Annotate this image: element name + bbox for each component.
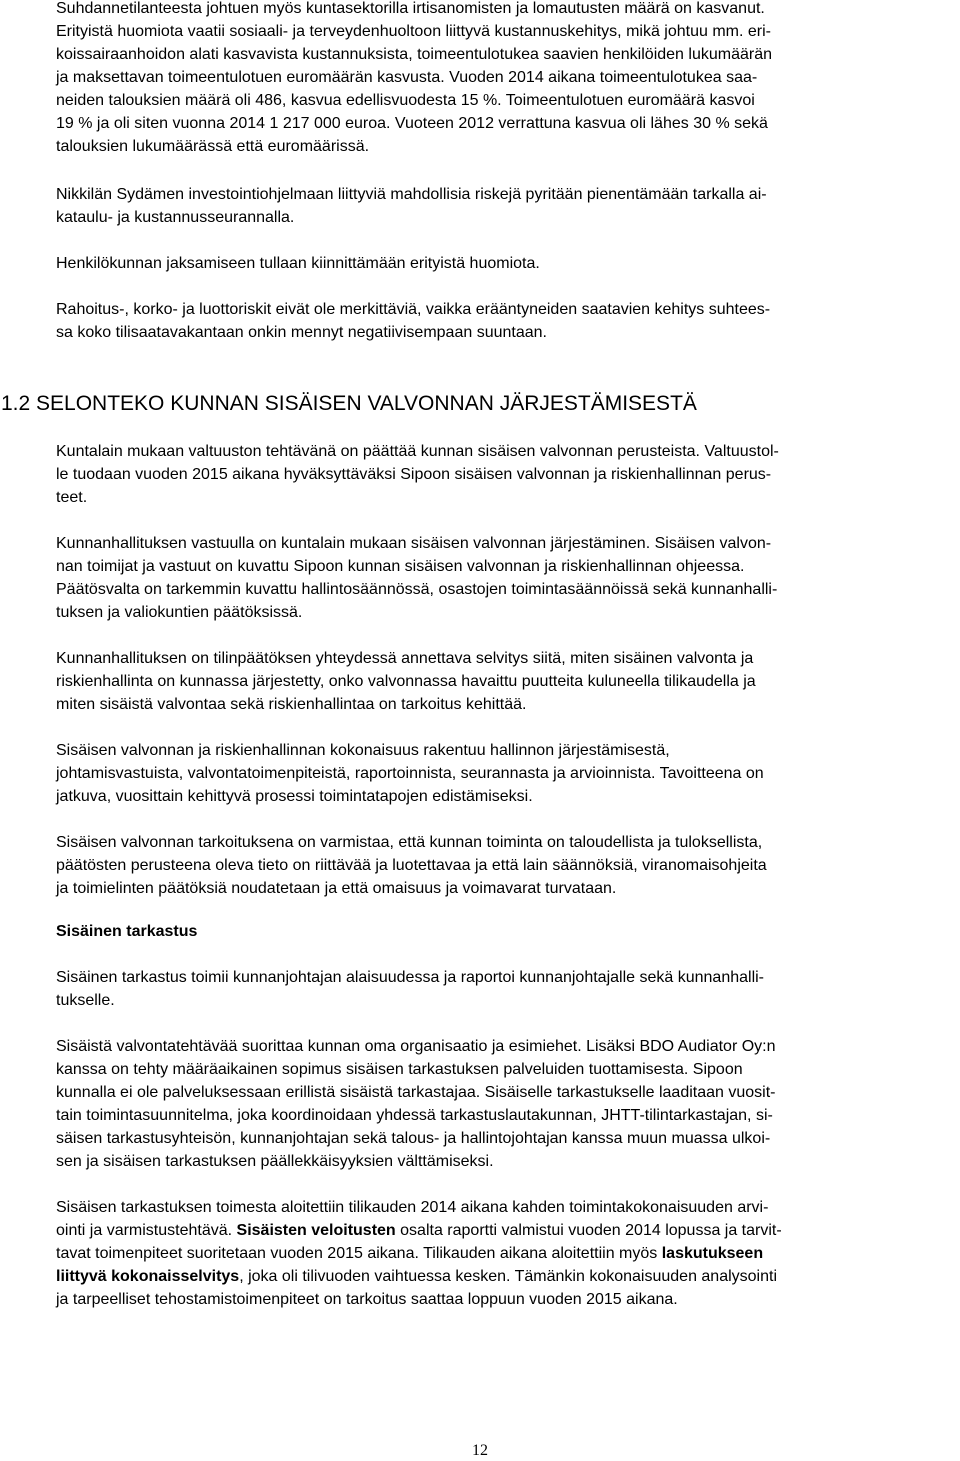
text-line: Henkilökunnan jaksamiseen tullaan kiinnittämään erityistä huomiota. [56, 255, 540, 272]
paragraph-staff [56, 252, 540, 275]
text-line: 19 % ja oli siten vuonna 2014 1 217 000 euroa. Vuoteen 2012 verrattuna kasvua oli lähes 30 % sekä [56, 115, 768, 132]
text-line: säisen tarkastusyhteisön, kunnanjohtajan sekä talous- ja hallintojohtajan kanssa muun muassa ulkoi- [56, 1130, 771, 1147]
text-line: sa koko tilisaatavakantaan onkin mennyt negatiivisempaan suuntaan. [56, 324, 547, 341]
paragraph-investment-risks [56, 183, 767, 229]
text-run: osalta raportti valmistui vuoden 2014 lopussa ja tarvit- [395, 1222, 782, 1239]
text-line: kataulu- ja kustannusseurannalla. [56, 209, 295, 226]
text-line: neiden talouksien määrä oli 486, kasvua edellisvuodesta 15 %. Toimeentulotuen euromäärä kasvoi [56, 92, 755, 109]
paragraph-financing-risks [56, 298, 770, 344]
text-line: päätösten perusteena oleva tieto on riittävää ja luotettavaa ja että lain säännöksiä, viranomaisohjeita [56, 857, 767, 874]
paragraph-board-report [56, 647, 756, 716]
text-line: Kunnanhallituksen on tilinpäätöksen yhteydessä annettava selvitys siitä, miten sisäinen valvonta ja [56, 650, 754, 667]
text-line: jatkuva, vuosittain kehittyvä prosessi toimintatapojen edistämiseksi. [56, 788, 533, 805]
text-line [56, 1219, 782, 1242]
text-line: johtamisvastuista, valvontatoimenpiteistä, raportoinnista, seurannasta ja arvioinnista. Tavoitteena on [56, 765, 764, 782]
text-line: sen ja sisäisen tarkastuksen päällekkäisyyksien välttämiseksi. [56, 1153, 494, 1170]
section-heading: 1.2 SELONTEKO KUNNAN SISÄISEN VALVONNAN JÄRJESTÄMISESTÄ [1, 392, 697, 415]
text-line: ja maksettavan toimeentulotuen euromäärän kasvusta. Vuoden 2014 aikana toimeentulotukea saa- [56, 69, 758, 86]
text-run: ointi ja varmistustehtävä. [56, 1222, 237, 1239]
text-line: miten sisäistä valvontaa sekä riskienhallintaa on tarkoitus kehittää. [56, 696, 527, 713]
paragraph-control-purpose [56, 831, 767, 900]
text-line: ja tarpeelliset tehostamistoimenpiteet on tarkoitus saattaa loppuun vuoden 2015 aikana. [56, 1291, 678, 1308]
text-line: kunnalla ei ole palveluksessaan erillistä sisäistä tarkastajaa. Sisäiselle tarkastukselle laaditaan vuosit- [56, 1084, 776, 1101]
paragraph-audit-organisation [56, 1035, 776, 1173]
text-line: Sisäistä valvontatehtävää suorittaa kunnan oma organisaatio ja esimiehet. Lisäksi BDO Audiator Oy:n [56, 1038, 776, 1055]
text-line: ja toimielinten päätöksiä noudatetaan ja että omaisuus ja voimavarat turvataan. [56, 880, 617, 897]
page-number: 12 [472, 1442, 488, 1459]
text-line: teet. [56, 489, 88, 506]
text-line: kanssa on tehty määräaikainen sopimus sisäisen tarkastuksen palveluiden tuottamisesta. Sipoon [56, 1061, 743, 1078]
text-line: nan toimijat ja vastuut on kuvattu Sipoon kunnan sisäisen valvonnan ja riskienhallinnan ohjeessa. [56, 558, 745, 575]
text-line: Sisäisen tarkastuksen toimesta aloitettiin tilikauden 2014 aikana kahden toimintakokonaisuuden arvi- [56, 1199, 769, 1216]
text-line [56, 1242, 782, 1265]
text-line: Päätösvalta on tarkemmin kuvattu hallintosäännössä, osastojen toimintasäännöissä sekä kunnanhalli- [56, 581, 778, 598]
bold-text-internal-charges: Sisäisten veloitusten [236, 1222, 396, 1239]
text-line: tuksen ja valiokuntien päätöksissä. [56, 604, 303, 621]
paragraph-audit-activities [56, 1196, 782, 1311]
text-line: tain toimintasuunnitelma, joka koordinoidaan yhdessä tarkastuslautakunnan, JHTT-tilintarkastajan, si- [56, 1107, 773, 1124]
bold-text-invoicing: laskutukseen [661, 1245, 764, 1262]
text-line: koissairaanhoidon alati kasvavista kustannuksista, toimeentulotukea saavien henkilöiden lukumäärän [56, 46, 772, 63]
text-line: Nikkilän Sydämen investointiohjelmaan liittyviä mahdollisia riskejä pyritään pienentämään tarkalla ai- [56, 186, 767, 203]
text-line: Kunnanhallituksen vastuulla on kuntalain mukaan sisäisen valvonnan järjestäminen. Sisäisen valvon- [56, 535, 772, 552]
text-line: Sisäisen valvonnan tarkoituksena on varmistaa, että kunnan toiminta on taloudellista ja tuloksellista, [56, 834, 763, 851]
text-line: Suhdannetilanteesta johtuen myös kuntasektorilla irtisanomisten ja lomautusten määrä on kasvanut. [56, 0, 765, 17]
text-run: tavat toimenpiteet suoritetaan vuoden 2015 aikana. Tilikauden aikana aloitettiin myös [56, 1245, 662, 1262]
text-line: talouksien lukumäärässä että euromäärissä. [56, 138, 370, 155]
text-line: Kuntalain mukaan valtuuston tehtävänä on päättää kunnan sisäisen valvonnan perusteista. Valtuustol- [56, 443, 779, 460]
bold-text-overall-review: liittyvä kokonaisselvitys [56, 1268, 240, 1285]
text-line: tukselle. [56, 992, 115, 1009]
text-line: Rahoitus-, korko- ja luottoriskit eivät ole merkittäviä, vaikka erääntyneiden saatavien kehitys suhtees- [56, 301, 771, 318]
paragraph-audit-reporting [56, 966, 764, 1012]
text-run: , joka oli tilivuoden vaihtuessa kesken. Tämänkin kokonaisuuden analysointi [239, 1268, 778, 1285]
text-line: Sisäisen valvonnan ja riskienhallinnan kokonaisuus rakentuu hallinnon järjestämisestä, [56, 742, 670, 759]
text-line: Sisäinen tarkastus toimii kunnanjohtajan alaisuudessa ja raportoi kunnanjohtajalle sekä kunnanhalli- [56, 969, 764, 986]
paragraph-control-entity [56, 739, 764, 808]
subheading-internal-audit: Sisäinen tarkastus [56, 923, 198, 940]
text-line: Erityistä huomiota vaatii sosiaali- ja terveydenhuoltoon liittyvä kustannuskehitys, mikä johtuu mm. eri- [56, 23, 771, 40]
paragraph-council-duty [56, 440, 779, 509]
paragraph-economy-risks [56, 0, 772, 158]
paragraph-board-responsibility [56, 532, 777, 624]
text-line [56, 1265, 782, 1288]
text-line: riskienhallinta on kunnassa järjestetty, onko valvonnassa havaittu puutteita kuluneella tilikaudella ja [56, 673, 756, 690]
text-line: le tuodaan vuoden 2015 aikana hyväksyttäväksi Sipoon sisäisen valvonnan ja riskienhallinnan perus- [56, 466, 772, 483]
